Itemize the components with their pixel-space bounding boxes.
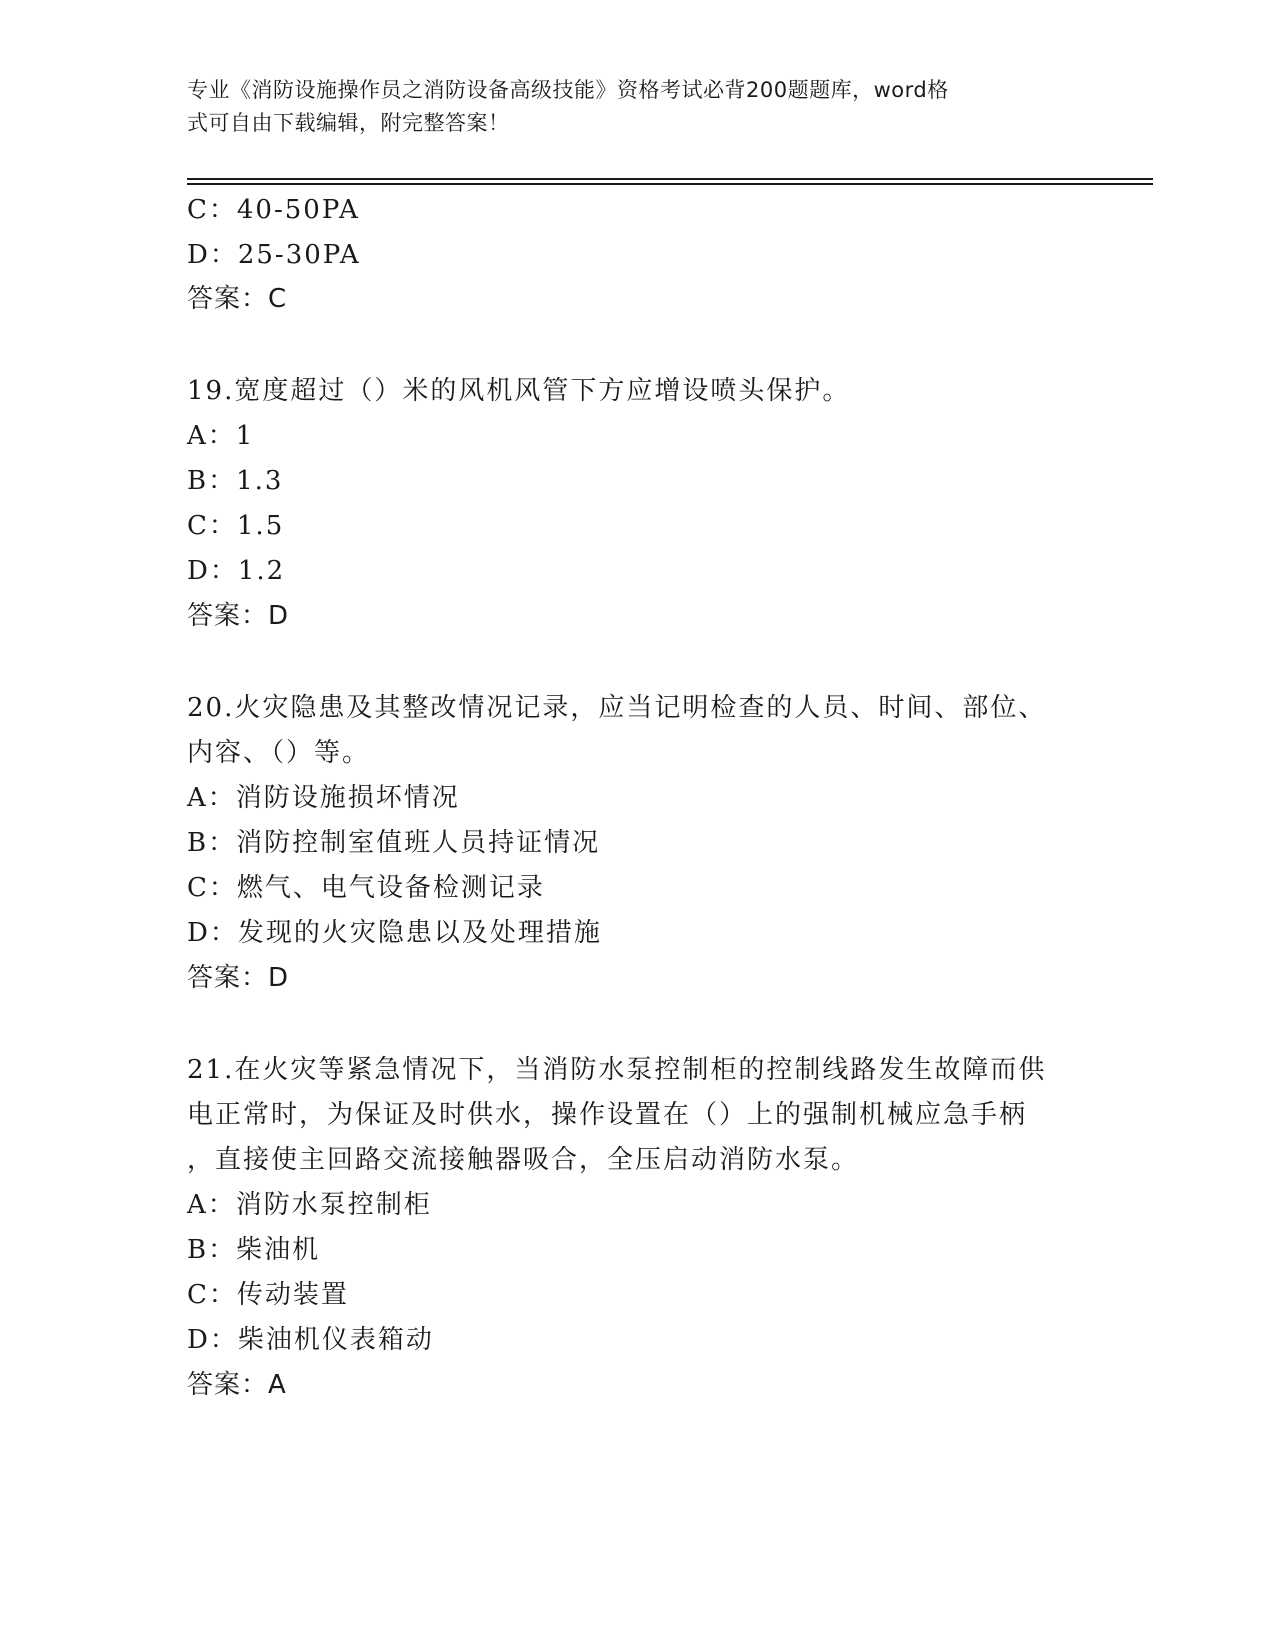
q19-option-c: C：1.5 — [187, 511, 285, 541]
q21-option-b: B：柴油机 — [187, 1235, 321, 1265]
q21-answer: 答案：A — [187, 1370, 287, 1400]
header-divider-bottom — [187, 183, 1153, 185]
q19-option-a: A：1 — [187, 421, 255, 451]
q20-answer: 答案：D — [187, 963, 290, 993]
q18-option-d: D：25-30PA — [187, 240, 361, 270]
header-line-2: 式可自由下载编辑，附完整答案！ — [187, 111, 510, 135]
header-line-1: 专业《消防设施操作员之消防设备高级技能》资格考试必背200题题库，word格 — [187, 78, 949, 102]
q19-option-b: B：1.3 — [187, 466, 284, 496]
q20-stem-line-1: 20.火灾隐患及其整改情况记录，应当记明检查的人员、时间、部位、 — [187, 693, 1047, 723]
q19-option-d: D：1.2 — [187, 556, 286, 586]
q21-stem-line-2: 电正常时，为保证及时供水，操作设置在（）上的强制机械应急手柄 — [187, 1100, 1028, 1130]
q21-option-d: D：柴油机仪表箱动 — [187, 1325, 434, 1355]
q21-option-c: C：传动装置 — [187, 1280, 349, 1310]
document-header — [187, 74, 1067, 140]
q18-answer: 答案：C — [187, 284, 288, 314]
q20-stem-line-2: 内容、（）等。 — [187, 738, 371, 768]
header-divider-top — [187, 178, 1153, 180]
q21-stem-line-1: 21.在火灾等紧急情况下，当消防水泵控制柜的控制线路发生故障而供 — [187, 1055, 1047, 1085]
q19-answer: 答案：D — [187, 601, 290, 631]
q20-option-d: D：发现的火灾隐患以及处理措施 — [187, 918, 602, 948]
q18-option-c: C：40-50PA — [187, 195, 360, 225]
q20-option-c: C：燃气、电气设备检测记录 — [187, 873, 545, 903]
q19-stem: 19.宽度超过（）米的风机风管下方应增设喷头保护。 — [187, 376, 851, 406]
q20-option-a: A：消防设施损坏情况 — [187, 783, 460, 813]
q20-option-b: B：消防控制室值班人员持证情况 — [187, 828, 601, 858]
q21-option-a: A：消防水泵控制柜 — [187, 1190, 432, 1220]
q21-stem-line-3: ，直接使主回路交流接触器吸合，全压启动消防水泵。 — [187, 1145, 860, 1175]
